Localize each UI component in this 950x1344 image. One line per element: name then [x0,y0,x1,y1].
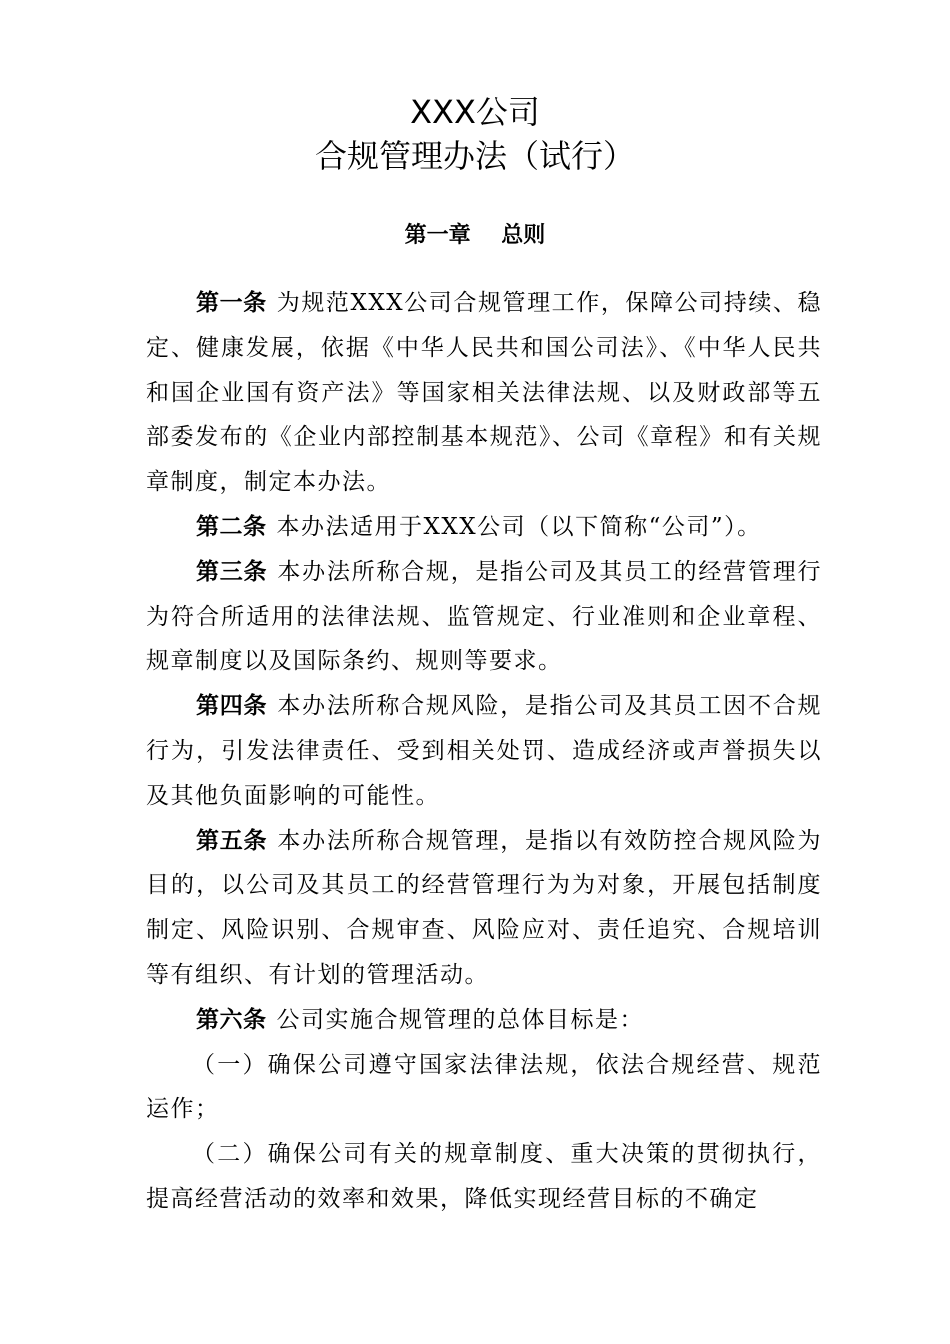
article-label: 第四条 [196,693,268,720]
article-text: 本办法所称合规，是指公司及其员工的经营管理行为符合所适用的法律法规、监管规定、行业准则和企业章程、规章制度以及国际条约、规则等要求。 [146,558,822,675]
document-body [146,281,822,1222]
article-label: 第六条 [196,1006,267,1033]
article-4 [146,684,822,818]
article-label: 第五条 [196,827,268,854]
article-text: 本办法适用于XXX公司（以下简称“公司”）。 [276,513,762,540]
article-label: 第一条 [196,290,267,316]
list-item: （一）确保公司遵守国家法律法规，依法合规经营、规范运作； [146,1051,822,1123]
article-3 [146,550,822,684]
chapter-title [0,220,950,252]
article-6 [146,998,822,1043]
chapter-title-text: 第一章 总则 [404,223,546,248]
article-5 [146,819,822,998]
document-title-company: XXX公司 [410,93,540,131]
article-label: 第三条 [196,558,268,585]
article-text: 本办法所称合规管理，是指以有效防控合规风险为目的，以公司及其员工的经营管理行为为对象，开展包括制度制定、风险识别、合规审查、风险应对、责任追究、合规培训等有组织、有计划的管理活动。 [146,827,822,988]
article-2 [146,505,822,550]
article-text: 为规范XXX公司合规管理工作，保障公司持续、稳定、健康发展，依据《中华人民共和国公司法》、《中华人民共和国企业国有资产法》等国家相关法律法规、以及财政部等五部委发布的《企业内部控制基本规范》、公司《章程》和有关规章制度，制定本办法。 [146,290,823,496]
document-title-main: 合规管理办法（试行） [314,137,635,175]
article-label: 第二条 [196,513,267,540]
article-text: 本办法所称合规风险，是指公司及其员工因不合规行为，引发法律责任、受到相关处罚、造成经济或声誉损失以及其他负面影响的可能性。 [146,693,822,809]
list-item: （二）确保公司有关的规章制度、重大决策的贯彻执行，提高经营活动的效率和效果，降低实现经营目标的不确定 [146,1141,822,1212]
article-1 [146,281,822,505]
article-text: 公司实施合规管理的总体目标是： [276,1006,644,1033]
